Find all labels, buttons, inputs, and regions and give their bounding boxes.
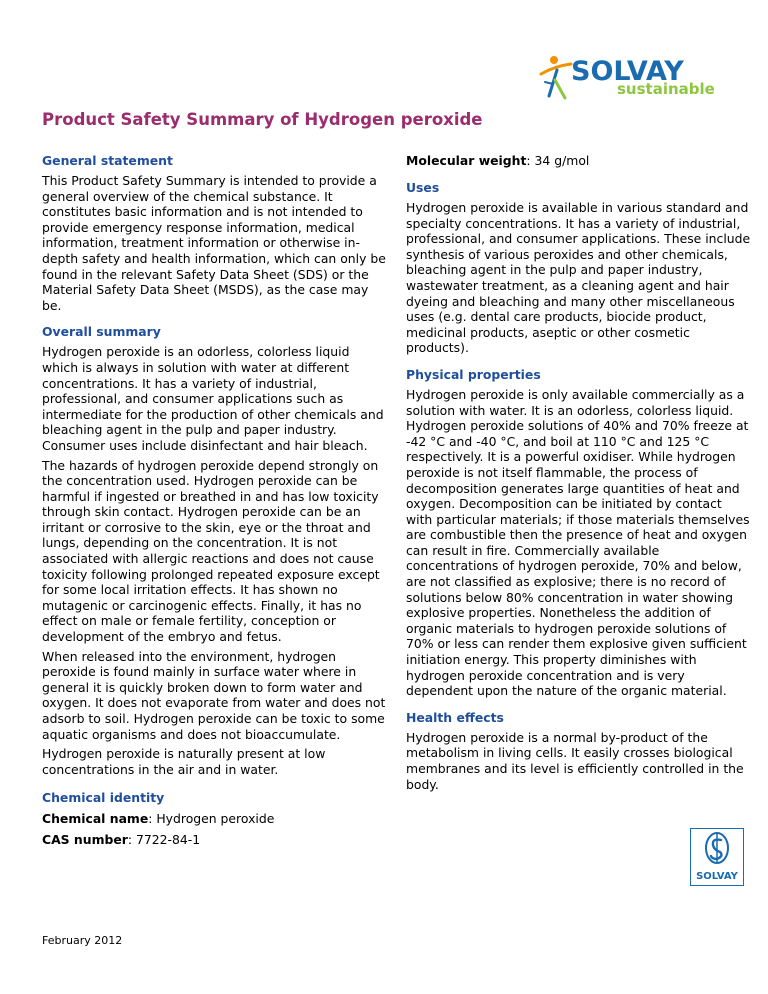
overall-summary-para-4: Hydrogen peroxide is naturally present at low concentrations in the air and in water. <box>42 746 326 777</box>
uses-heading: Uses <box>406 180 440 195</box>
solvay-badge-logo <box>690 828 744 886</box>
chemical-name-value: : Hydrogen peroxide <box>148 811 275 827</box>
overall-summary-heading: Overall summary <box>42 324 161 340</box>
molecular-weight-label: Molecular weight <box>406 153 527 168</box>
cas-number-row <box>42 831 387 848</box>
overall-summary-para-2: The hazards of hydrogen peroxide depend strongly on the concentration used. Hydrogen peroxide can be harmful if ingested or breathed in and has low toxicity through skin contact. Hydrogen peroxide can be an irritant or corrosive to the skin, eye or the throat and lungs, depending on the concentration. It is not associated with allergic reactions and does not cause toxicity following prolonged repeated exposure except for some local irritation effects. It has shown no mutagenic or carcinogenic effects. Finally, it has no effect on male or female fertility, conception or development of the embryo and fetus. <box>42 457 380 645</box>
uses-text: Hydrogen peroxide is available in various standard and specialty concentrations. It has a variety of industrial, professional, and consumer applications. These include synthesis of various peroxides and other chemicals, bleaching agent in the pulp and paper industry, wastewater treatment, as a cleaning agent and hair dyeing and bleaching and many other miscellaneous uses (e.g. dental care products, biocide product, medicinal products, aseptic or other cosmetic products). <box>406 200 751 356</box>
document-title: Product Safety Summary of Hydrogen peroxide <box>42 110 483 129</box>
left-column <box>42 152 387 848</box>
footer-date: February 2012 <box>42 934 123 947</box>
chemical-name-row <box>42 810 387 827</box>
general-statement-text: This Product Safety Summary is intended to provide a general overview of the chemical substance. It constitutes basic information and is not intended to provide emergency response information, medical information, treatment information or otherwise in-depth safety and health information, which can only be found in the relevant Safety Data Sheet (SDS) or the Material Safety Data Sheet (MSDS), as the case may be. <box>42 173 386 313</box>
cas-number-label: CAS number <box>42 832 128 848</box>
solvay-brand-text: SOLVAY <box>571 56 684 87</box>
solvay-sustainable-logo <box>537 52 729 104</box>
sustainable-tagline: sustainable <box>617 80 715 98</box>
chemical-identity-heading: Chemical identity <box>42 790 165 806</box>
chemical-name-label: Chemical name <box>42 811 149 827</box>
physical-properties-heading: Physical properties <box>406 366 541 382</box>
overall-summary-para-1: Hydrogen peroxide is an odorless, colorless liquid which is always in solution with water at different concentrations. It has a variety of industrial, professional, and consumer applications such as intermediate for the production of other chemicals and bleaching agent in the pulp and paper industry. Consumer uses include disinfectant and hair bleach. <box>42 344 384 453</box>
health-effects-text: Hydrogen peroxide is a normal by-product of the metabolism in living cells. It easily crosses biological membranes and its level is efficiently controlled in the body. <box>406 729 744 792</box>
physical-properties-text: Hydrogen peroxide is only available commercially as a solution with water. It is an odorless, colorless liquid. Hydrogen peroxide solutions of 40% and 70% freeze at -42 °C and -40 °C, and boil at 110 °C and 125 °C respectively. It is a powerful oxidiser. While hydrogen peroxide is not itself flammable, the process of decomposition generates large quantities of heat and oxygen. Decomposition can be initiated by contact with particular materials; if those materials themselves are combustible then the presence of heat and oxygen can result in fire. Commercially available concentrations of hydrogen peroxide, 70% and below, are not classified as explosive; there is no record of solutions below 80% concentration in water showing explosive properties. Nonetheless the addition of organic materials to hydrogen peroxide solutions of 70% or less can render them explosive given sufficient initiation energy. This property diminishes with hydrogen peroxide concentration and is very dependent upon the nature of the organic material. <box>406 386 750 699</box>
molecular-weight-value: : 34 g/mol <box>526 153 590 168</box>
overall-summary-para-3: When released into the environment, hydrogen peroxide is found mainly in surface water where in general it is quickly broken down to form water and oxygen. It does not evaporate from water and does not adsorb to soil. Hydrogen peroxide can be toxic to some aquatic organisms and does not bioaccumulate. <box>42 648 386 742</box>
solvay-badge-text: SOLVAY <box>696 871 738 882</box>
general-statement-heading: General statement <box>42 153 173 168</box>
right-column <box>406 152 751 792</box>
molecular-weight-row <box>406 152 751 169</box>
health-effects-heading: Health effects <box>406 709 504 725</box>
cas-number-value: : 7722-84-1 <box>127 832 201 848</box>
